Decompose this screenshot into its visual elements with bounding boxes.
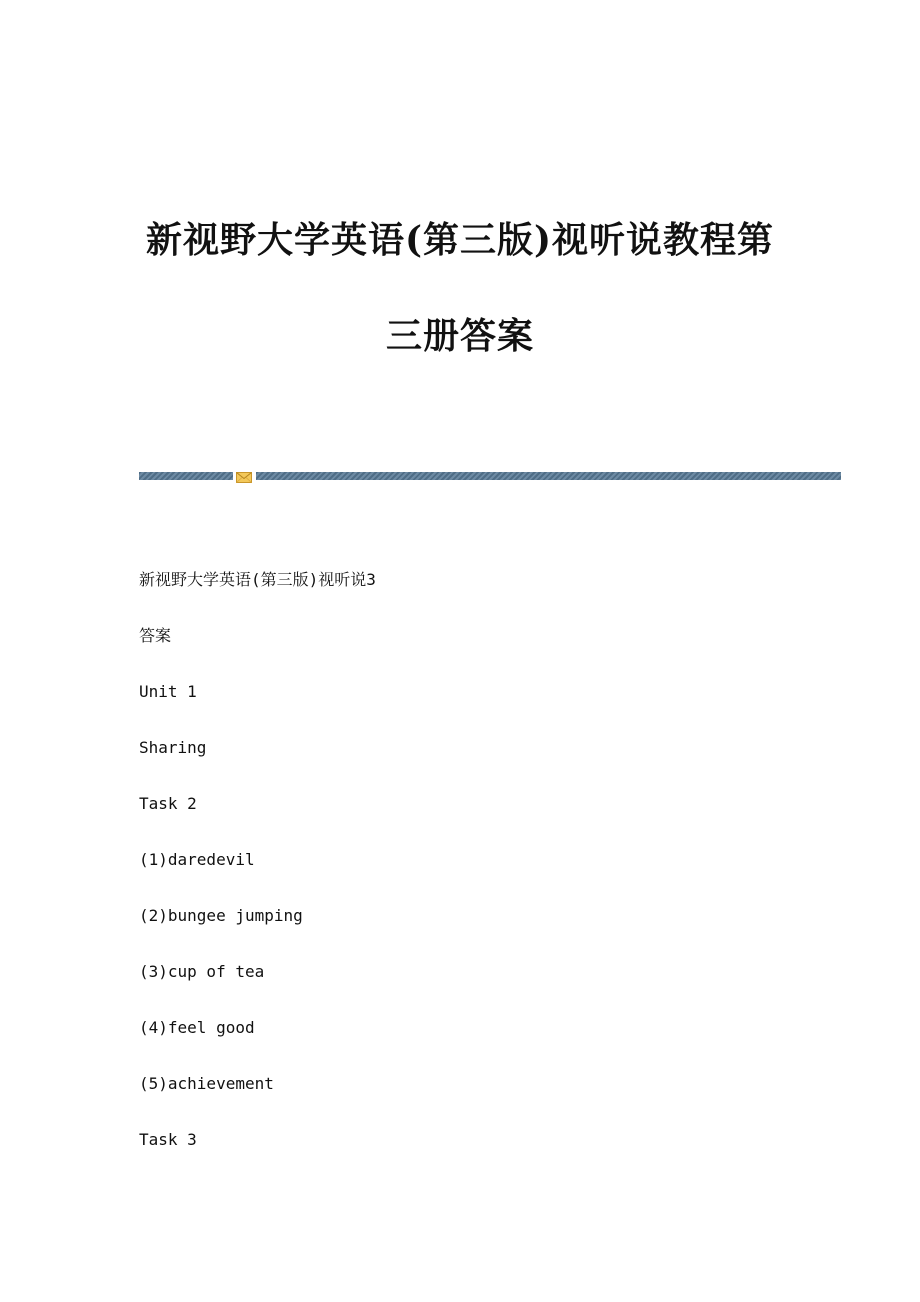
content-line-answer-3: (3)cup of tea [139,962,265,981]
content-line-answer-2: (2)bungee jumping [139,906,303,925]
document-title-line-1: 新视野大学英语(第三版)视听说教程第 [145,219,775,261]
divider-bar-left [139,472,233,480]
divider-bar-right [256,472,841,480]
content-line-task-3: Task 3 [139,1130,197,1149]
envelope-icon [236,469,252,482]
decorative-divider [139,469,841,483]
content-line-answers: 答案 [139,626,172,645]
content-line-answer-1: (1)daredevil [139,850,255,869]
content-line-answer-4: (4)feel good [139,1018,255,1037]
content-line-task-2: Task 2 [139,794,197,813]
content-line-answer-5: (5)achievement [139,1074,274,1093]
content-line-subtitle: 新视野大学英语(第三版)视听说3 [139,570,376,589]
content-line-unit: Unit 1 [139,682,197,701]
content-line-section: Sharing [139,738,207,757]
document-title-line-2: 三册答案 [385,315,534,357]
